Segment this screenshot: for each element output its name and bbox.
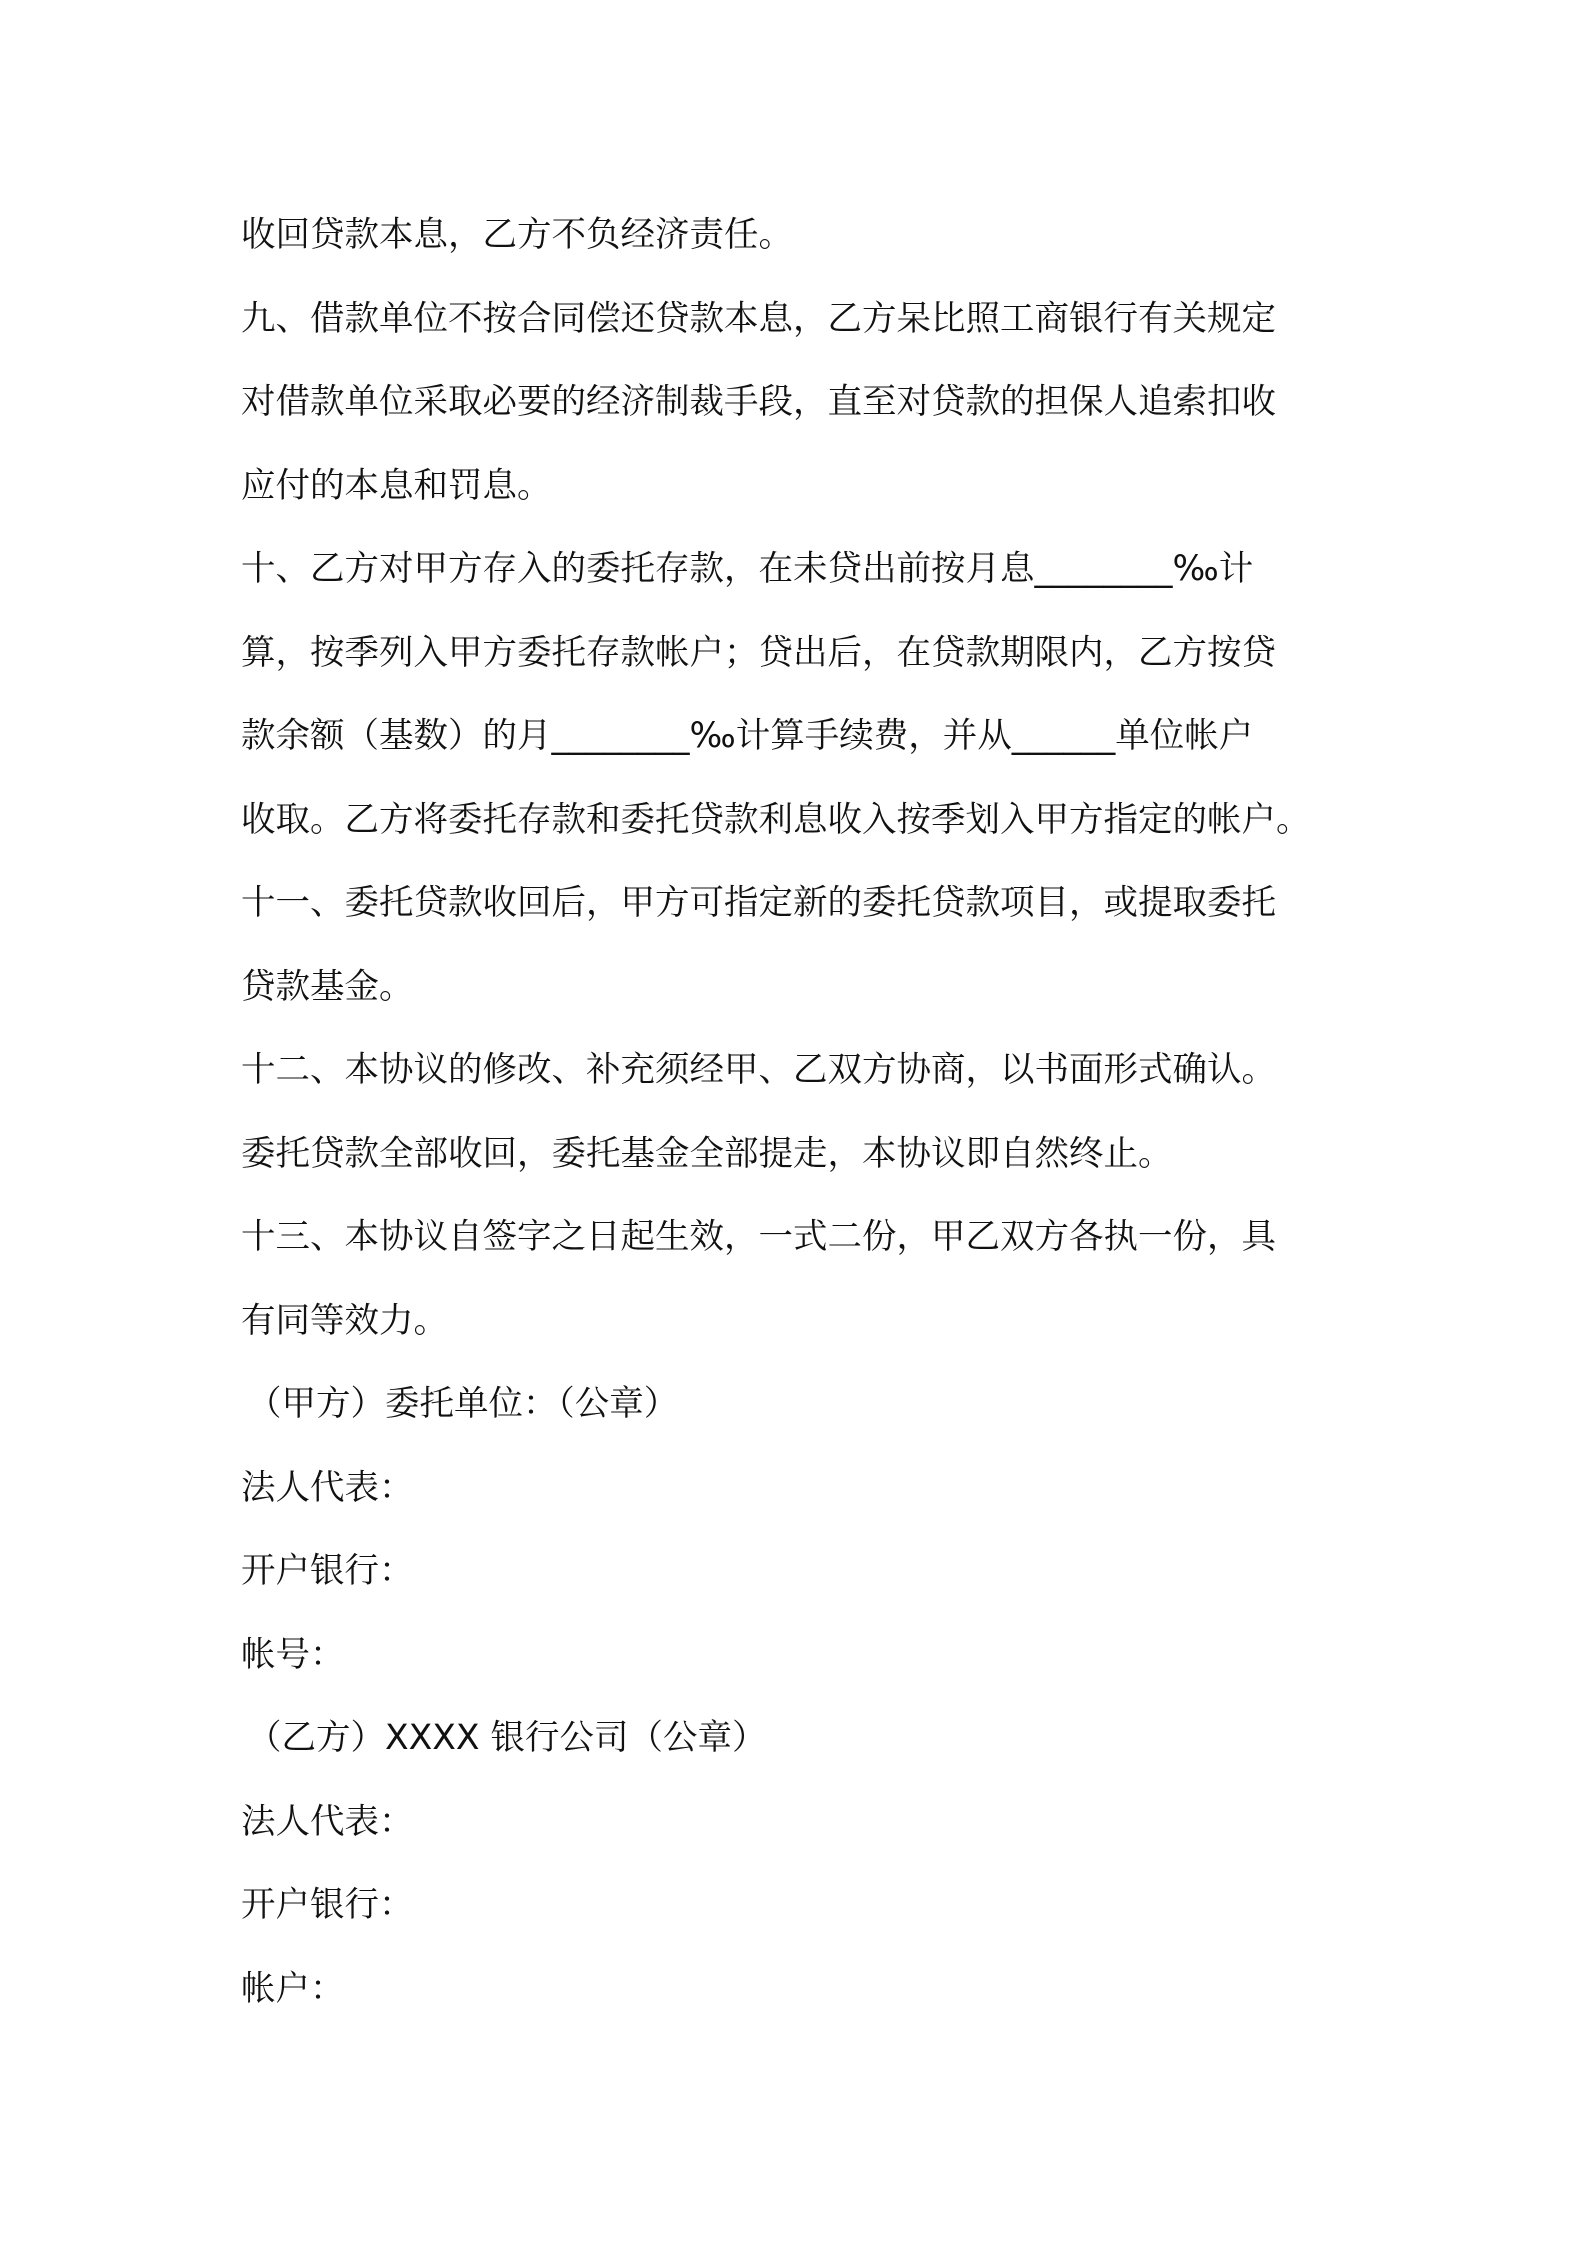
party-b-legal-rep: 法人代表： [241,1801,414,1842]
clause-10-line-2: 算，按季列入甲方委托存款帐户；贷出后，在贷款期限内，乙方按贷 [241,632,1276,673]
party-b-account: 帐户： [241,1968,345,2009]
clause-10-line-1: 十、乙方对甲方存入的委托存款，在未贷出前按月息________‰计 [241,549,1254,589]
party-a-legal-rep: 法人代表： [241,1467,414,1508]
party-a-heading: （甲方）委托单位：（公章） [247,1384,679,1424]
clause-11-line-2: 贷款基金。 [241,966,414,1007]
clause-9-line-3: 应付的本息和罚息。 [241,465,552,506]
clause-10-line-4: 收取。乙方将委托存款和委托贷款利息收入按季划入甲方指定的帐户。 [241,799,1311,840]
party-a-account: 帐号： [241,1634,345,1675]
clause-11-line-1: 十一、委托贷款收回后，甲方可指定新的委托贷款项目，或提取委托 [241,883,1276,923]
clause-12-line-1: 十二、本协议的修改、补充须经甲、乙双方协商，以书面形式确认。 [241,1050,1276,1090]
clause-10-line-3: 款余额（基数）的月________‰计算手续费，并从______单位帐户 [241,716,1254,756]
clause-9-line-1: 九、借款单位不按合同偿还贷款本息，乙方呆比照工商银行有关规定 [241,298,1276,339]
clause-13-line-1: 十三、本协议自签字之日起生效，一式二份，甲乙双方各执一份，具 [241,1217,1276,1257]
party-a-bank: 开户银行： [241,1551,414,1591]
party-b-bank: 开户银行： [241,1885,414,1925]
clause-8-continuation: 收回贷款本息，乙方不负经济责任。 [241,215,793,255]
document-body [241,194,1371,2031]
clause-13-line-2: 有同等效力。 [241,1300,448,1341]
party-b-heading: （乙方）XXXX 银行公司（公章） [247,1718,767,1758]
clause-9-line-2: 对借款单位采取必要的经济制裁手段，直至对贷款的担保人追索扣收 [241,382,1276,422]
clause-12-line-2: 委托贷款全部收回，委托基金全部提走，本协议即自然终止。 [241,1133,1173,1174]
